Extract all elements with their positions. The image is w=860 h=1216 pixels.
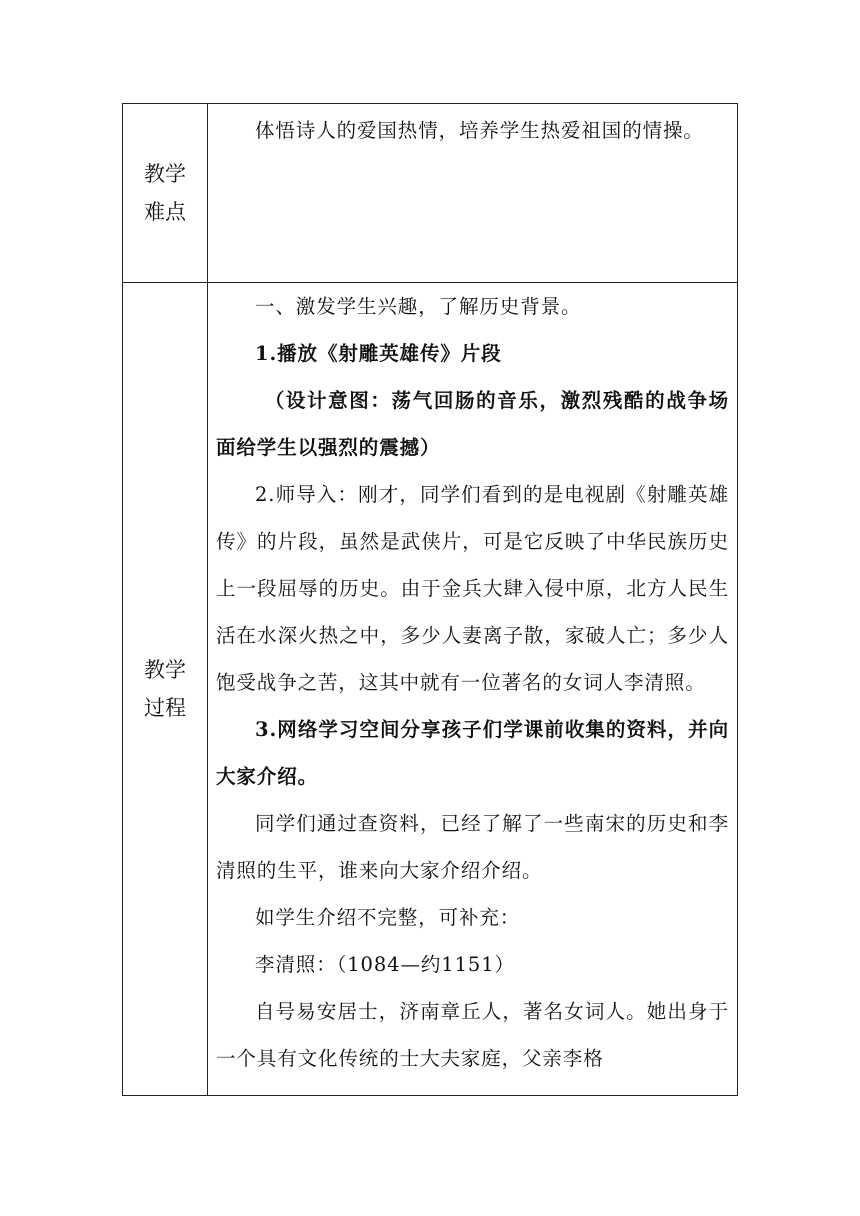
paragraph: 如学生介绍不完整，可补充：: [255, 906, 521, 929]
process-content: [208, 283, 738, 1096]
paragraph: 2.师导入：刚才，同学们看到的是电视剧《射雕英雄传》的片段，虽然是武侠片，可是它反映了中华民族历史上一段屈辱的历史。由于金兵大肆入侵中原，北方人民生活在水深火热之中，多少人妻离子散，家破人亡；多少人饱受战争之苦，这其中就有一位著名的女词人李清照。: [216, 483, 729, 694]
paragraph: 3.网络学习空间分享孩子们学课前收集的资料，并向大家介绍。: [216, 718, 729, 788]
difficulty-text: 体悟诗人的爱国热情，培养学生热爱祖国的情操。: [255, 119, 704, 142]
header-line: 难点: [144, 200, 186, 224]
paragraph: 1.播放《射雕英雄传》片段: [255, 342, 502, 365]
header-line: 教学: [144, 658, 186, 682]
lesson-plan-table: [122, 103, 738, 1096]
difficulty-content: [208, 104, 738, 283]
paragraph: 同学们通过查资料，已经了解了一些南宋的历史和李清照的生平，谁来向大家介绍介绍。: [216, 812, 729, 882]
header-line: 教学: [144, 162, 186, 186]
table-row-difficulty: [123, 104, 738, 283]
paragraph: 自号易安居士，济南章丘人，著名女词人。她出身于一个具有文化传统的士大夫家庭，父亲李格: [216, 1000, 729, 1070]
paragraph: 李清照：（1084—约1151）: [255, 953, 515, 976]
paragraph: 一、激发学生兴趣，了解历史背景。: [255, 295, 582, 318]
header-line: 过程: [144, 696, 186, 720]
row-header-process: [123, 283, 208, 1096]
table-row-process: [123, 283, 738, 1096]
row-header-difficulty: [123, 104, 208, 283]
process-content-clip: [216, 283, 729, 1095]
paragraph: （设计意图：荡气回肠的音乐，激烈残酷的战争场面给学生以强烈的震撼）: [216, 389, 729, 459]
